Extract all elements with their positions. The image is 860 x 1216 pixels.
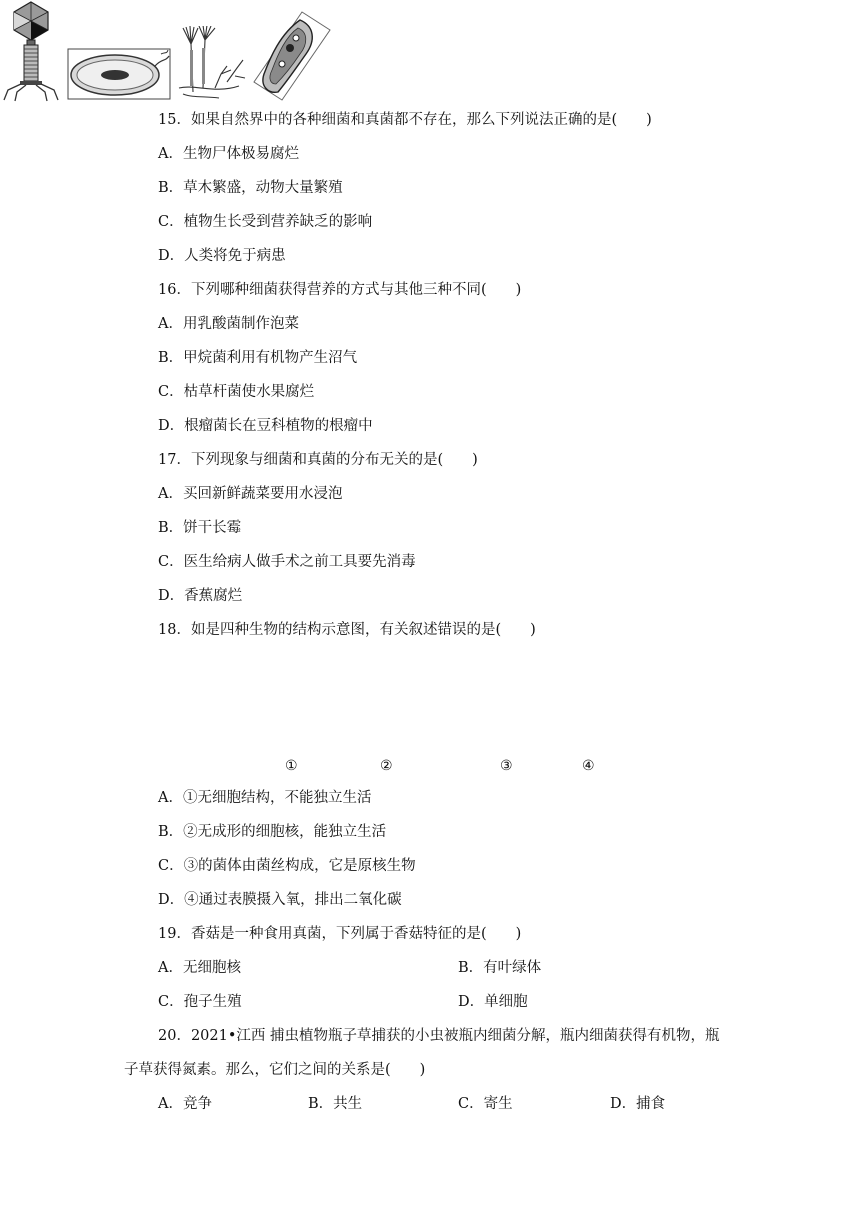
q20-option-a: A．竞争 xyxy=(158,1096,212,1112)
figure-label-4: ④ xyxy=(582,758,595,774)
q16-option-a: A．用乳酸菌制作泡菜 xyxy=(158,316,299,332)
q18-option-c: C．③的菌体由菌丝构成，它是原核生物 xyxy=(158,858,416,874)
q15-option-c: C．植物生长受到营养缺乏的影响 xyxy=(158,214,373,230)
q18-stem: 18．如是四种生物的结构示意图，有关叙述错误的是( ) xyxy=(158,622,536,638)
q15-option-b: B．草木繁盛，动物大量繁殖 xyxy=(158,180,343,196)
q19-option-c: C．孢子生殖 xyxy=(158,994,242,1010)
q17-stem: 17．下列现象与细菌和真菌的分布无关的是( ) xyxy=(158,452,478,468)
q16-option-c: C．枯草杆菌使水果腐烂 xyxy=(158,384,315,400)
q20-option-d: D．捕食 xyxy=(610,1096,666,1112)
bacteriophage-illustration xyxy=(0,0,62,102)
q16-option-b: B．甲烷菌利用有机物产生沼气 xyxy=(158,350,358,366)
q19-option-d: D．单细胞 xyxy=(458,994,528,1010)
q18-option-b: B．②无成形的细胞核，能独立生活 xyxy=(158,824,387,840)
q16-option-d: D．根瘤菌长在豆科植物的根瘤中 xyxy=(158,418,373,434)
paramecium-illustration xyxy=(252,10,332,102)
q20-stem-line2: 子草获得氮素。那么，它们之间的关系是( ) xyxy=(124,1062,426,1078)
q17-option-d: D．香蕉腐烂 xyxy=(158,588,243,604)
q17-option-b: B．饼干长霉 xyxy=(158,520,242,536)
bacterium-illustration xyxy=(67,46,171,102)
q18-option-d: D．④通过表膜摄入氧，排出二氧化碳 xyxy=(158,892,402,908)
q19-option-b: B．有叶绿体 xyxy=(458,960,542,976)
figure-label-1: ① xyxy=(285,758,298,774)
q20-option-c: C．寄生 xyxy=(458,1096,513,1112)
q15-option-d: D．人类将免于病患 xyxy=(158,248,286,264)
q16-stem: 16．下列哪种细菌获得营养的方式与其他三种不同( ) xyxy=(158,282,522,298)
q20-option-b: B．共生 xyxy=(308,1096,363,1112)
q15-stem: 15．如果自然界中的各种细菌和真菌都不存在，那么下列说法正确的是( ) xyxy=(158,112,652,128)
mold-illustration xyxy=(175,26,247,102)
q15-option-a: A．生物尸体极易腐烂 xyxy=(158,146,299,162)
figure-label-2: ② xyxy=(380,758,393,774)
q17-option-c: C．医生给病人做手术之前工具要先消毒 xyxy=(158,554,416,570)
figure-label-3: ③ xyxy=(500,758,513,774)
q19-stem: 19．香菇是一种食用真菌，下列属于香菇特征的是( ) xyxy=(158,926,522,942)
q17-option-a: A．买回新鲜蔬菜要用水浸泡 xyxy=(158,486,343,502)
q19-option-a: A．无细胞核 xyxy=(158,960,241,976)
q18-option-a: A．①无细胞结构，不能独立生活 xyxy=(158,790,372,806)
q20-stem-line1: 20．2021•江西 捕虫植物瓶子草捕获的小虫被瓶内细菌分解，瓶内细菌获得有机物，瓶 xyxy=(158,1028,720,1044)
